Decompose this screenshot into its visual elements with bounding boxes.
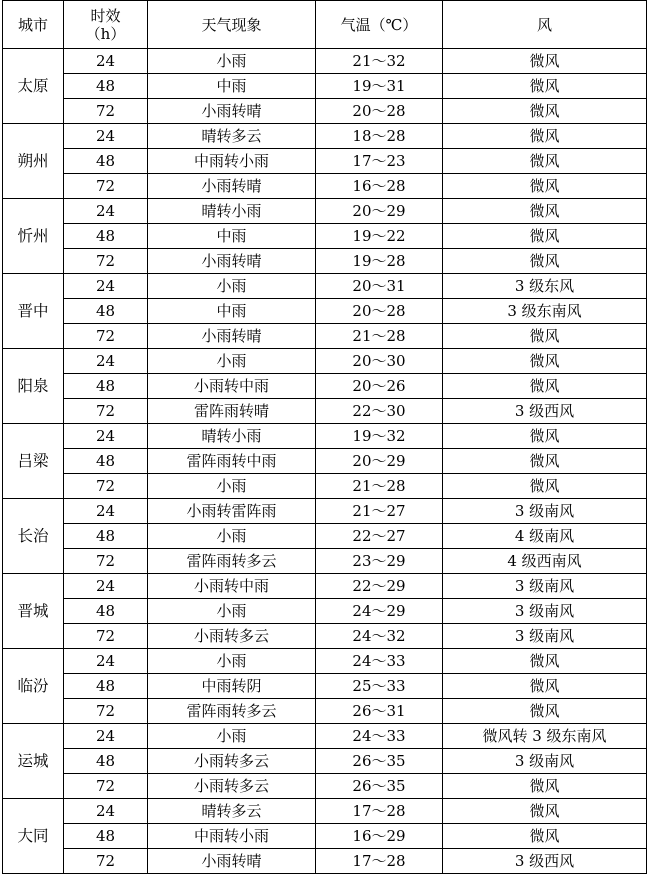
weather-cell: 小雨 bbox=[148, 649, 316, 674]
table-row bbox=[3, 574, 647, 599]
table-row bbox=[3, 649, 647, 674]
table-row bbox=[3, 99, 647, 124]
period-cell: 72 bbox=[64, 624, 148, 649]
table-row bbox=[3, 299, 647, 324]
wind-cell: 微风 bbox=[443, 149, 647, 174]
wind-cell: 微风 bbox=[443, 649, 647, 674]
wind-cell: 微风 bbox=[443, 124, 647, 149]
period-cell: 24 bbox=[64, 274, 148, 299]
wind-cell: 微风 bbox=[443, 224, 647, 249]
table-row bbox=[3, 599, 647, 624]
period-cell: 72 bbox=[64, 849, 148, 874]
table-row bbox=[3, 199, 647, 224]
wind-cell: 3 级东南风 bbox=[443, 299, 647, 324]
wind-cell: 3 级南风 bbox=[443, 574, 647, 599]
weather-cell: 中雨 bbox=[148, 74, 316, 99]
weather-cell: 小雨转雷阵雨 bbox=[148, 499, 316, 524]
wind-cell: 微风 bbox=[443, 49, 647, 74]
header-row bbox=[3, 1, 647, 49]
table-row bbox=[3, 349, 647, 374]
weather-cell: 小雨 bbox=[148, 599, 316, 624]
temperature-cell: 25～33 bbox=[316, 674, 443, 699]
city-name: 长治 bbox=[3, 499, 64, 574]
temperature-cell: 20～30 bbox=[316, 349, 443, 374]
table-row bbox=[3, 474, 647, 499]
weather-cell: 小雨转中雨 bbox=[148, 374, 316, 399]
city-name: 忻州 bbox=[3, 199, 64, 274]
temperature-cell: 21～28 bbox=[316, 474, 443, 499]
period-cell: 48 bbox=[64, 449, 148, 474]
temperature-cell: 22～27 bbox=[316, 524, 443, 549]
period-cell: 72 bbox=[64, 324, 148, 349]
city-name: 晋城 bbox=[3, 574, 64, 649]
header-period-label: 时效 bbox=[90, 6, 121, 25]
table-row bbox=[3, 124, 647, 149]
wind-cell: 微风 bbox=[443, 349, 647, 374]
table-row bbox=[3, 674, 647, 699]
weather-cell: 中雨转小雨 bbox=[148, 824, 316, 849]
table-row bbox=[3, 249, 647, 274]
temperature-cell: 26～35 bbox=[316, 749, 443, 774]
wind-cell: 微风 bbox=[443, 699, 647, 724]
temperature-cell: 24～29 bbox=[316, 599, 443, 624]
city-name: 运城 bbox=[3, 724, 64, 799]
weather-cell: 小雨转晴 bbox=[148, 99, 316, 124]
wind-cell: 微风 bbox=[443, 199, 647, 224]
table-row bbox=[3, 399, 647, 424]
weather-cell: 中雨转小雨 bbox=[148, 149, 316, 174]
period-cell: 48 bbox=[64, 74, 148, 99]
weather-cell: 晴转小雨 bbox=[148, 424, 316, 449]
temperature-cell: 20～28 bbox=[316, 299, 443, 324]
table-row bbox=[3, 624, 647, 649]
temperature-cell: 22～30 bbox=[316, 399, 443, 424]
temperature-cell: 22～29 bbox=[316, 574, 443, 599]
temperature-cell: 21～27 bbox=[316, 499, 443, 524]
temperature-cell: 19～32 bbox=[316, 424, 443, 449]
table-row bbox=[3, 799, 647, 824]
period-cell: 24 bbox=[64, 499, 148, 524]
period-cell: 24 bbox=[64, 574, 148, 599]
temperature-cell: 17～28 bbox=[316, 799, 443, 824]
table-row bbox=[3, 149, 647, 174]
table-row bbox=[3, 749, 647, 774]
period-cell: 48 bbox=[64, 599, 148, 624]
period-cell: 72 bbox=[64, 699, 148, 724]
wind-cell: 微风 bbox=[443, 824, 647, 849]
temperature-cell: 21～32 bbox=[316, 49, 443, 74]
wind-cell: 微风 bbox=[443, 449, 647, 474]
table-row bbox=[3, 74, 647, 99]
period-cell: 72 bbox=[64, 774, 148, 799]
temperature-cell: 19～22 bbox=[316, 224, 443, 249]
forecast-table bbox=[2, 0, 647, 874]
weather-cell: 小雨转多云 bbox=[148, 624, 316, 649]
table-row bbox=[3, 549, 647, 574]
table-row bbox=[3, 849, 647, 874]
header-weather: 天气现象 bbox=[148, 1, 316, 49]
weather-cell: 雷阵雨转多云 bbox=[148, 699, 316, 724]
temperature-cell: 20～29 bbox=[316, 199, 443, 224]
temperature-cell: 20～29 bbox=[316, 449, 443, 474]
wind-cell: 3 级南风 bbox=[443, 749, 647, 774]
temperature-cell: 21～28 bbox=[316, 324, 443, 349]
weather-cell: 雷阵雨转晴 bbox=[148, 399, 316, 424]
header-period bbox=[64, 1, 148, 49]
wind-cell: 微风 bbox=[443, 424, 647, 449]
wind-cell: 3 级南风 bbox=[443, 499, 647, 524]
period-cell: 72 bbox=[64, 174, 148, 199]
weather-cell: 小雨转多云 bbox=[148, 749, 316, 774]
table-row bbox=[3, 324, 647, 349]
wind-cell: 微风 bbox=[443, 324, 647, 349]
period-cell: 24 bbox=[64, 349, 148, 374]
table-row bbox=[3, 699, 647, 724]
wind-cell: 微风 bbox=[443, 374, 647, 399]
city-name: 太原 bbox=[3, 49, 64, 124]
city-name: 大同 bbox=[3, 799, 64, 874]
table-row bbox=[3, 374, 647, 399]
period-cell: 48 bbox=[64, 149, 148, 174]
weather-cell: 小雨转晴 bbox=[148, 174, 316, 199]
weather-cell: 小雨转晴 bbox=[148, 249, 316, 274]
wind-cell: 微风转 3 级东南风 bbox=[443, 724, 647, 749]
temperature-cell: 20～26 bbox=[316, 374, 443, 399]
period-cell: 72 bbox=[64, 249, 148, 274]
period-cell: 48 bbox=[64, 299, 148, 324]
period-cell: 24 bbox=[64, 124, 148, 149]
period-cell: 72 bbox=[64, 399, 148, 424]
temperature-cell: 16～29 bbox=[316, 824, 443, 849]
temperature-cell: 24～33 bbox=[316, 724, 443, 749]
temperature-cell: 26～31 bbox=[316, 699, 443, 724]
wind-cell: 微风 bbox=[443, 99, 647, 124]
weather-cell: 中雨 bbox=[148, 299, 316, 324]
weather-cell: 小雨转晴 bbox=[148, 324, 316, 349]
table-row bbox=[3, 174, 647, 199]
weather-cell: 小雨转晴 bbox=[148, 849, 316, 874]
wind-cell: 微风 bbox=[443, 174, 647, 199]
wind-cell: 4 级南风 bbox=[443, 524, 647, 549]
wind-cell: 微风 bbox=[443, 474, 647, 499]
period-cell: 48 bbox=[64, 824, 148, 849]
table-row bbox=[3, 49, 647, 74]
table-header bbox=[3, 1, 647, 49]
period-cell: 48 bbox=[64, 374, 148, 399]
period-cell: 72 bbox=[64, 549, 148, 574]
temperature-cell: 19～31 bbox=[316, 74, 443, 99]
temperature-cell: 24～32 bbox=[316, 624, 443, 649]
weather-cell: 雷阵雨转多云 bbox=[148, 549, 316, 574]
header-city: 城市 bbox=[3, 1, 64, 49]
weather-cell: 小雨转中雨 bbox=[148, 574, 316, 599]
table-row bbox=[3, 274, 647, 299]
temperature-cell: 20～28 bbox=[316, 99, 443, 124]
period-cell: 24 bbox=[64, 649, 148, 674]
temperature-cell: 24～33 bbox=[316, 649, 443, 674]
wind-cell: 微风 bbox=[443, 799, 647, 824]
wind-cell: 3 级西风 bbox=[443, 849, 647, 874]
period-cell: 24 bbox=[64, 724, 148, 749]
period-cell: 48 bbox=[64, 224, 148, 249]
table-row bbox=[3, 524, 647, 549]
wind-cell: 3 级南风 bbox=[443, 599, 647, 624]
temperature-cell: 19～28 bbox=[316, 249, 443, 274]
wind-cell: 3 级西风 bbox=[443, 399, 647, 424]
table-row bbox=[3, 424, 647, 449]
city-name: 朔州 bbox=[3, 124, 64, 199]
weather-cell: 小雨 bbox=[148, 724, 316, 749]
city-name: 阳泉 bbox=[3, 349, 64, 424]
city-name: 吕梁 bbox=[3, 424, 64, 499]
weather-cell: 晴转多云 bbox=[148, 799, 316, 824]
wind-cell: 微风 bbox=[443, 774, 647, 799]
weather-cell: 雷阵雨转中雨 bbox=[148, 449, 316, 474]
temperature-cell: 18～28 bbox=[316, 124, 443, 149]
weather-cell: 中雨 bbox=[148, 224, 316, 249]
period-cell: 24 bbox=[64, 49, 148, 74]
wind-cell: 微风 bbox=[443, 674, 647, 699]
wind-cell: 3 级南风 bbox=[443, 624, 647, 649]
period-cell: 48 bbox=[64, 674, 148, 699]
period-cell: 24 bbox=[64, 424, 148, 449]
period-cell: 24 bbox=[64, 199, 148, 224]
temperature-cell: 20～31 bbox=[316, 274, 443, 299]
wind-cell: 微风 bbox=[443, 74, 647, 99]
table-row bbox=[3, 724, 647, 749]
table-row bbox=[3, 224, 647, 249]
weather-cell: 中雨转阴 bbox=[148, 674, 316, 699]
header-temperature: 气温（℃） bbox=[316, 1, 443, 49]
period-cell: 24 bbox=[64, 799, 148, 824]
weather-cell: 小雨转多云 bbox=[148, 774, 316, 799]
weather-cell: 小雨 bbox=[148, 274, 316, 299]
wind-cell: 4 级西南风 bbox=[443, 549, 647, 574]
table-body bbox=[3, 49, 647, 874]
table-row bbox=[3, 499, 647, 524]
weather-cell: 小雨 bbox=[148, 524, 316, 549]
wind-cell: 微风 bbox=[443, 249, 647, 274]
temperature-cell: 23～29 bbox=[316, 549, 443, 574]
city-name: 临汾 bbox=[3, 649, 64, 724]
table-row bbox=[3, 449, 647, 474]
temperature-cell: 17～28 bbox=[316, 849, 443, 874]
table-row bbox=[3, 774, 647, 799]
period-cell: 48 bbox=[64, 524, 148, 549]
header-period-unit: （h） bbox=[85, 24, 126, 43]
period-cell: 72 bbox=[64, 474, 148, 499]
weather-cell: 晴转小雨 bbox=[148, 199, 316, 224]
temperature-cell: 26～35 bbox=[316, 774, 443, 799]
header-wind: 风 bbox=[443, 1, 647, 49]
weather-cell: 小雨 bbox=[148, 349, 316, 374]
city-name: 晋中 bbox=[3, 274, 64, 349]
weather-cell: 小雨 bbox=[148, 474, 316, 499]
period-cell: 72 bbox=[64, 99, 148, 124]
period-cell: 48 bbox=[64, 749, 148, 774]
table-row bbox=[3, 824, 647, 849]
temperature-cell: 16～28 bbox=[316, 174, 443, 199]
weather-cell: 小雨 bbox=[148, 49, 316, 74]
wind-cell: 3 级东风 bbox=[443, 274, 647, 299]
temperature-cell: 17～23 bbox=[316, 149, 443, 174]
weather-cell: 晴转多云 bbox=[148, 124, 316, 149]
